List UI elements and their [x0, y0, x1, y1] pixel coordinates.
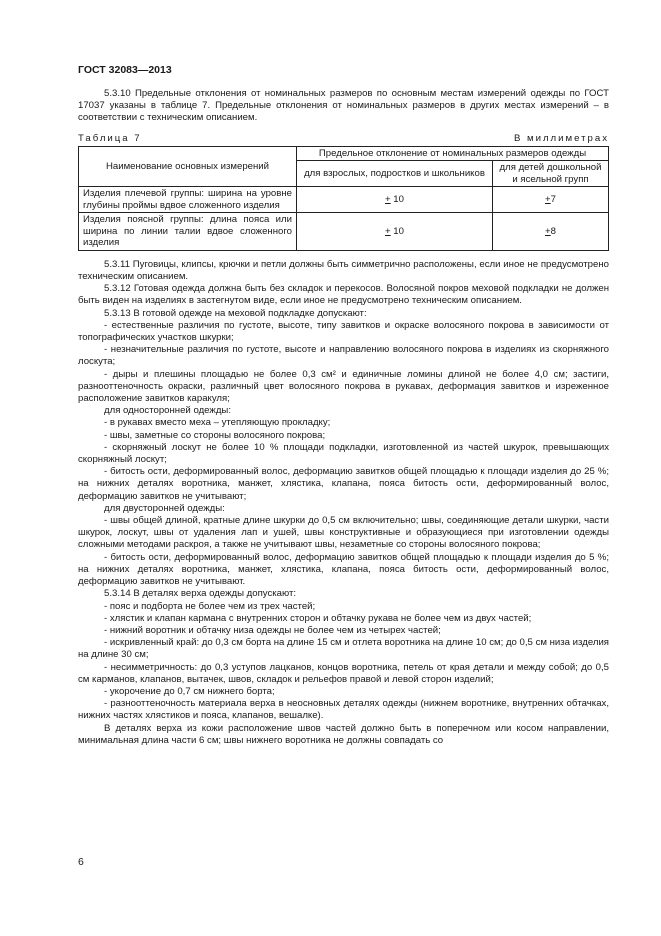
table-caption: Таблица 7: [78, 132, 142, 144]
col-header-name: Наименование основных измерений: [79, 146, 297, 187]
paragraph: для двусторонней одежды:: [104, 502, 225, 514]
body-paragraphs: [78, 259, 609, 747]
paragraph: 5.3.11 Пуговицы, клипсы, крючки и петли должны быть симметрично расположены, если иное не предусмотрено техническим описанием.: [78, 258, 609, 283]
paragraph: - разнооттеночность материала верха в неосновных деталях одежды (нижнем воротнике, внутренних обтачках, нижних частях хлястиков и пояса, клапанов, вешалке).: [78, 698, 609, 722]
table-header-row: [79, 146, 609, 161]
row-name-cell: Изделия плечевой группы: ширина на уровне глубины проймы вдвое сложенного изделия: [79, 187, 297, 213]
child-value: 7: [550, 194, 556, 206]
paragraph: - пояс и подборта не более чем из трех частей;: [104, 600, 316, 612]
plus-minus-sign: +: [545, 194, 551, 206]
paragraph: - битость ости, деформированный волос, деформацию завитков общей площадью к площади изделия до 25 %; на нижних деталях воротника, манжет, хлястика, клапана, пояса битость ости, деформированный волос, деформацию завитков не учитывают;: [78, 466, 609, 502]
page-number: 6: [78, 856, 84, 868]
deviations-table: [78, 146, 609, 251]
adult-value: 10: [390, 225, 404, 237]
intro-paragraph: 5.3.10 Предельные отклонения от номинальных размеров по основным местам измерений одежды по ГОСТ 17037 указаны в таблице 7. Предельные отклонения от номинальных размеров в других местах измерений – в соответствии с техническим описанием.: [78, 88, 609, 124]
paragraph: 5.3.14 В деталях верха одежды допускают:: [104, 588, 297, 600]
paragraph: - скорняжный лоскут не более 10 % площади подкладки, изготовленной из частей шкурок, превышающих скорняжный лоскут;: [78, 441, 609, 466]
paragraph: 5.3.12 Готовая одежда должна быть без складок и перекосов. Волосяной покров меховой подкладки не должен быть виден на изделиях в застегнутом виде, если иное не предусмотрено техническим описанием.: [78, 283, 609, 307]
table-units: В миллиметрах: [513, 132, 609, 144]
child-value-cell: [493, 187, 609, 213]
child-value: 8: [550, 225, 556, 237]
adult-value-cell: [297, 213, 493, 251]
adult-value-cell: [297, 187, 493, 213]
paragraph: - искривленный край: до 0,3 см борта на длине 15 см и отлета воротника на длине 10 см; до 0,5 см низа изделия на длине 30 см;: [78, 637, 609, 661]
paragraph: - незначительные различия по густоте, высоте и направлению волосяного покрова в изделиях из скорняжного лоскута;: [78, 344, 609, 368]
row-name-cell: Изделия поясной группы: длина пояса или ширина по линии талии вдвое сложенного изделия: [79, 213, 297, 251]
table-row: [79, 187, 609, 213]
table-caption-row: [78, 133, 609, 145]
col-header-adult: для взрослых, подростков и школьников: [297, 161, 493, 187]
plus-minus-sign: +: [385, 194, 391, 206]
paragraph: - несимметричность: до 0,3 уступов лацканов, концов воротника, петель от края детали и между собой; до 0,5 см карманов, клапанов, вытачек, швов, складок и рельефов правой и левой сторон изделий;: [78, 661, 609, 685]
paragraph: В деталях верха из кожи расположение швов частей должно быть в поперечном или косом направлении, минимальная длина части 6 см; швы нижнего воротника не должны совпадать со: [78, 722, 609, 746]
plus-minus-sign: +: [385, 225, 391, 237]
col-header-child: для детей дошкольной и ясельной групп: [493, 161, 609, 187]
child-value-cell: [493, 213, 609, 251]
paragraph: 5.3.13 В готовой одежде на меховой подкладке допускают:: [104, 307, 367, 319]
page-content: [78, 88, 609, 747]
document-header: ГОСТ 32083—2013: [78, 64, 172, 76]
paragraph: - швы, заметные со стороны волосяного покрова;: [104, 429, 326, 441]
paragraph: - естественные различия по густоте, высоте, типу завитков и окраске волосяного покрова в зависимости от топографических участков шкурки;: [78, 319, 609, 344]
paragraph: - хлястик и клапан кармана с внутренних сторон и обтачку рукава не более чем из двух частей;: [104, 612, 532, 624]
paragraph: - укорочение до 0,7 см нижнего борта;: [104, 685, 275, 697]
paragraph: для односторонней одежды:: [104, 405, 231, 417]
col-header-group: Предельное отклонение от номинальных размеров одежды: [297, 146, 609, 161]
adult-value: 10: [390, 194, 404, 206]
paragraph: - швы общей длиной, кратные длине шкурки до 0,5 см включительно; швы, соединяющие детали шкурки, части шкурок, лоскут, швы от удаления лап и ушей, швы конструктивные и образующиеся при изготовлении одежды сложными методами раскроя, а также не учитывают швы, незаметные со стороны волосяного покрова;: [78, 515, 609, 551]
paragraph: - в рукавах вместо меха – утепляющую прокладку;: [104, 417, 331, 429]
paragraph: - нижний воротник и обтачку низа одежды не более чем из четырех частей;: [104, 624, 441, 636]
paragraph: - дыры и плешины площадью не более 0,3 см² и единичные ломины длиной не более 4,0 см; застиги, разнооттеночность окраски, различный цвет волосяного покрова в рукавах, деформация завитков и изреженное расположение завитков каракуля;: [78, 368, 609, 405]
table-row: [79, 213, 609, 251]
paragraph: - битость ости, деформированный волос, деформацию завитков общей площадью к площади изделия до 5 %; на нижних деталях воротника, манжет, хлястика, клапана, пояса битость ости, деформированный волос, деформацию завитков не учитывают.: [78, 551, 609, 588]
plus-minus-sign: +: [545, 225, 551, 237]
